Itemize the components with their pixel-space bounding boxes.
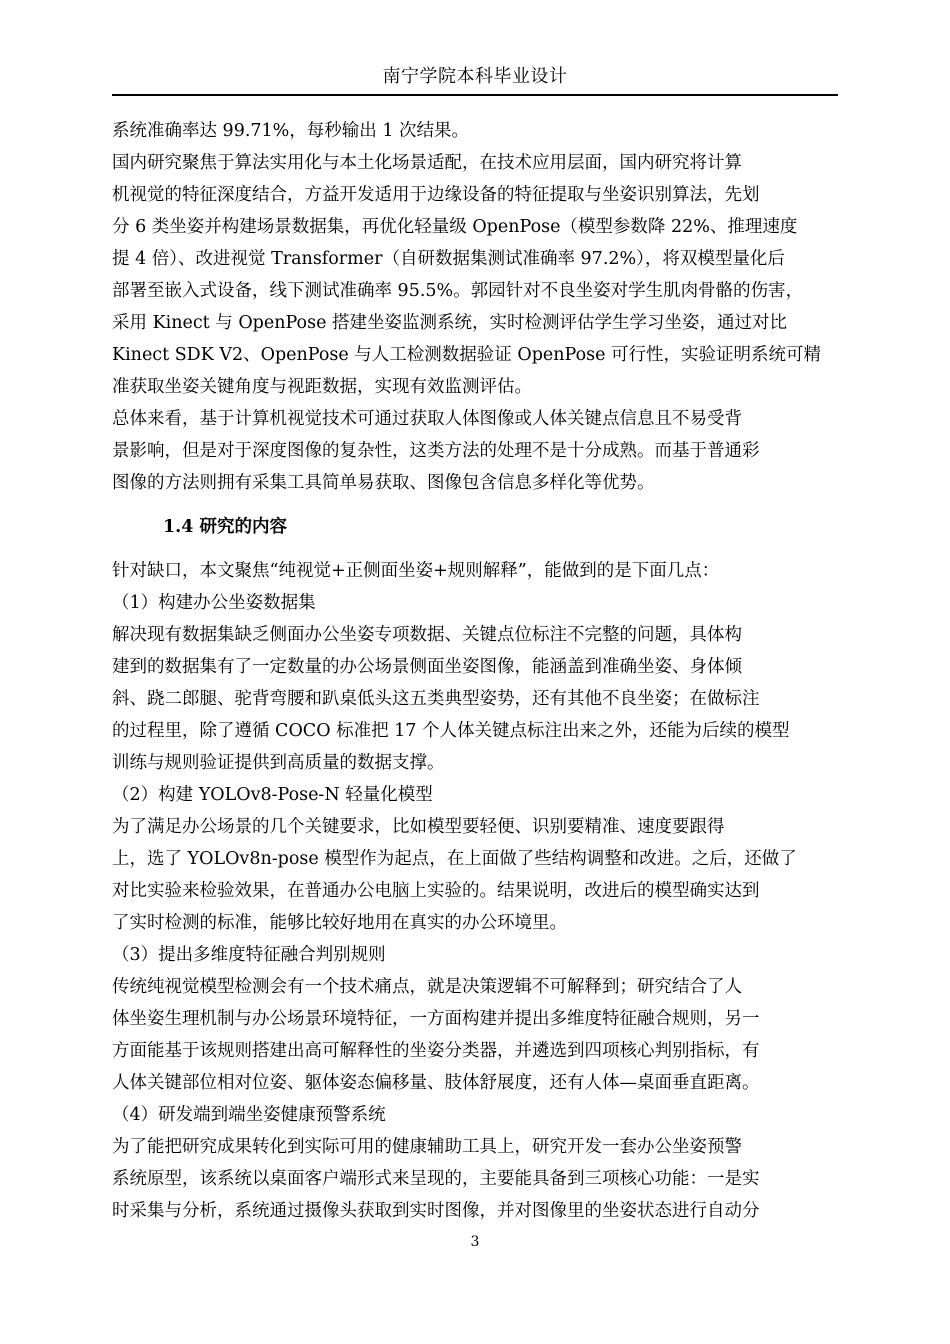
paragraph-line: 人体关键部位相对位姿、躯体姿态偏移量、肢体舒展度，还有人体—桌面垂直距离。	[112, 1073, 760, 1093]
paragraph-line: 为了能把研究成果转化到实际可用的健康辅助工具上，研究开发一套办公坐姿预警	[112, 1137, 742, 1157]
page-header: 南宁学院本科毕业设计	[112, 62, 838, 96]
paragraph-line: 建到的数据集有了一定数量的办公场景侧面坐姿图像，能涵盖到准确坐姿、身体倾	[112, 657, 742, 677]
paragraph-line: 上，选了 YOLOv8n-pose 模型作为起点，在上面做了些结构调整和改进。之后，还做了	[112, 849, 797, 869]
paragraph-line: 解决现有数据集缺乏侧面办公坐姿专项数据、关键点位标注不完整的问题，具体构	[112, 625, 742, 645]
paragraph-line: 传统纯视觉模型检测会有一个技术痛点，就是决策逻辑不可解释到；研究结合了人	[112, 977, 742, 997]
paragraph-line: 斜、跷二郎腿、驼背弯腰和趴桌低头这五类典型姿势，还有其他不良坐姿；在做标注	[112, 689, 760, 709]
list-item-heading: （3）提出多维度特征融合判别规则	[112, 945, 386, 965]
paragraph-line: 针对缺口，本文聚焦“纯视觉+正侧面坐姿+规则解释”，能做到的是下面几点：	[112, 561, 720, 581]
paragraph-line: 部署至嵌入式设备，线下测试准确率 95.5%。郭园针对不良坐姿对学生肌肉骨骼的伤害，	[112, 281, 804, 301]
paragraph-line: Kinect SDK V2、OpenPose 与人工检测数据验证 OpenPose 可行性，实验证明系统可精	[112, 345, 822, 365]
paragraph-line: 分 6 类坐姿并构建场景数据集，再优化轻量级 OpenPose（模型参数降 22%、推理速度	[112, 217, 798, 237]
paragraph-line: 机视觉的特征深度结合，方益开发适用于边缘设备的特征提取与坐姿识别算法，先划	[112, 185, 760, 205]
paragraph-line: 图像的方法则拥有采集工具简单易获取、图像包含信息多样化等优势。	[112, 473, 655, 493]
list-item-heading: （2）构建 YOLOv8-Pose-N 轻量化模型	[112, 785, 433, 805]
paragraph-line: 系统原型，该系统以桌面客户端形式来呈现的，主要能具备到三项核心功能：一是实	[112, 1169, 760, 1189]
paragraph-line: 准获取坐姿关键角度与视距数据，实现有效监测评估。	[112, 377, 532, 397]
list-item-heading: （1）构建办公坐姿数据集	[112, 593, 316, 613]
list-item-heading: （4）研发端到端坐姿健康预警系统	[112, 1105, 386, 1125]
paragraph-line: 国内研究聚焦于算法实用化与本土化场景适配，在技术应用层面，国内研究将计算	[112, 153, 742, 173]
section-heading: 1.4 研究的内容	[163, 517, 288, 537]
paragraph-line: 总体来看，基于计算机视觉技术可通过获取人体图像或人体关键点信息且不易受背	[112, 409, 742, 429]
paragraph-line: 的过程里，除了遵循 COCO 标准把 17 个人体关键点标注出来之外，还能为后续的模型	[112, 721, 790, 741]
paragraph-line: 采用 Kinect 与 OpenPose 搭建坐姿监测系统，实时检测评估学生学习坐姿，通过对比	[112, 313, 787, 333]
paragraph-line: 时采集与分析，系统通过摄像头获取到实时图像，并对图像里的坐姿状态进行自动分	[112, 1201, 760, 1221]
paragraph-line: 对比实验来检验效果，在普通办公电脑上实验的。结果说明，改进后的模型确实达到	[112, 881, 760, 901]
paragraph-line: 系统准确率达 99.71%，每秒输出 1 次结果。	[112, 121, 470, 141]
paragraph-line: 提 4 倍）、改进视觉 Transformer（自研数据集测试准确率 97.2%），将双模型量化后	[112, 249, 785, 269]
paragraph-line: 体坐姿生理机制与办公场景环境特征，一方面构建并提出多维度特征融合规则，另一	[112, 1009, 760, 1029]
paragraph-line: 为了满足办公场景的几个关键要求，比如模型要轻便、识别要精准、速度要跟得	[112, 817, 725, 837]
paragraph-line: 方面能基于该规则搭建出高可解释性的坐姿分类器，并遴选到四项核心判别指标，有	[112, 1041, 760, 1061]
paragraph-line: 训练与规则验证提供到高质量的数据支撑。	[112, 753, 445, 773]
paragraph-line: 了实时检测的标准，能够比较好地用在真实的办公环境里。	[112, 913, 567, 933]
page-number: 3	[470, 1234, 480, 1250]
paragraph-line: 景影响，但是对于深度图像的复杂性，这类方法的处理不是十分成熟。而基于普通彩	[112, 441, 760, 461]
